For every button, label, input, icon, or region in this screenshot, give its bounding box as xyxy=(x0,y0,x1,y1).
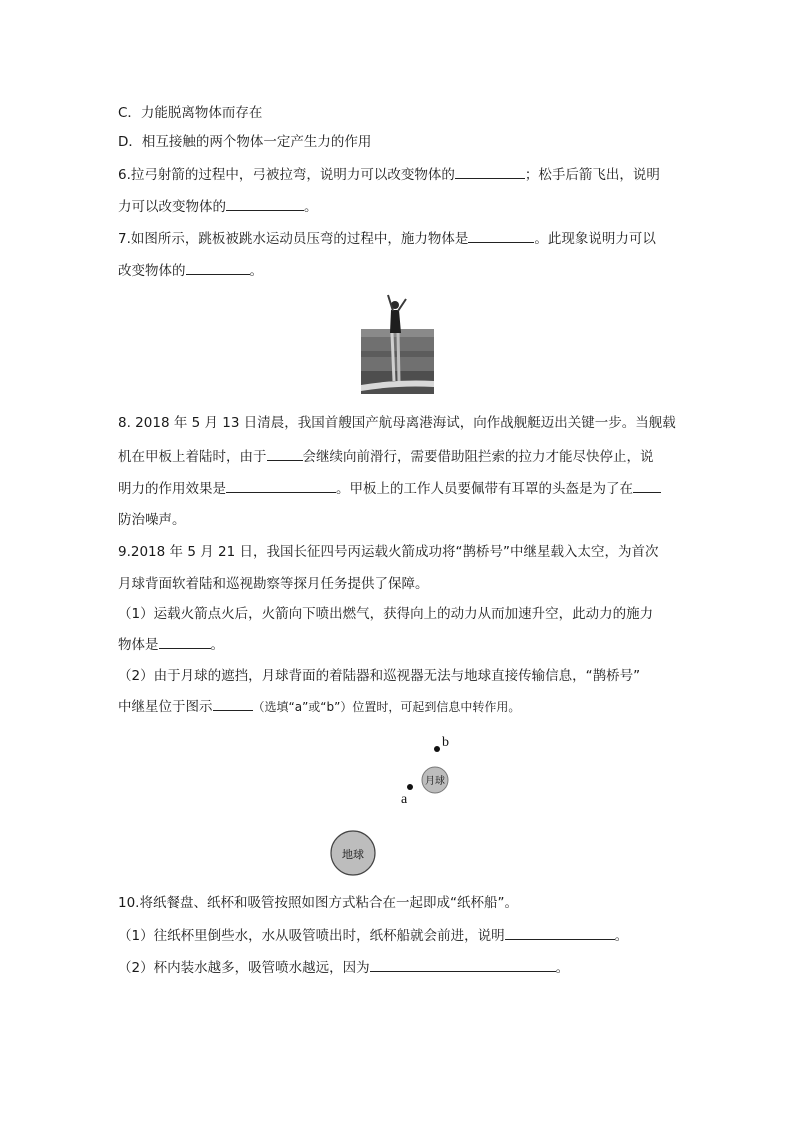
q9-part-2-line-1: （2）由于月球的遮挡，月球背面的着陆器和巡视器无法与地球直接传输信息，“鹊桥号” xyxy=(118,668,641,684)
q6-blank-2[interactable] xyxy=(226,196,304,211)
earth-moon-diagram xyxy=(320,728,480,888)
q10-line-1: 10.将纸餐盘、纸杯和吸管按照如图方式粘合在一起即成“纸杯船”。 xyxy=(118,895,518,911)
q8-line-1: 8. 2018 年 5 月 13 日清晨，我国首艘国产航母离港海试，向作战舰艇迈出关键一步。当舰载 xyxy=(118,415,676,431)
q10-part-1 xyxy=(118,925,628,946)
q6-text: ；松手后箭飞出，说明 xyxy=(524,167,660,183)
q7-text: 改变物体的 xyxy=(118,263,186,279)
q9-part-1-line-1: （1）运载火箭点火后，火箭向下喷出燃气，获得向上的动力从而加速升空，此动力的施力 xyxy=(118,606,654,622)
moon-label: 月球 xyxy=(425,776,445,787)
q8-blank-1[interactable] xyxy=(267,446,303,461)
q7-line-1 xyxy=(118,228,656,249)
q8-text: 明力的作用效果是 xyxy=(118,481,226,497)
q7-text: 7.如图所示，跳板被跳水运动员压弯的过程中，施力物体是 xyxy=(118,231,469,247)
q9-part-1-line-2 xyxy=(118,634,224,655)
q5-option-c: C．力能脱离物体而存在 xyxy=(118,105,263,121)
q6-text: 力可以改变物体的 xyxy=(118,199,226,215)
q6-line-1 xyxy=(118,164,660,185)
q8-text: 会继续向前滑行，需要借助阻拦索的拉力才能尽快停止，说 xyxy=(302,449,654,465)
q7-blank-1[interactable] xyxy=(468,228,534,243)
q8-line-3 xyxy=(118,478,661,499)
q7-text: 。 xyxy=(249,263,263,279)
earth-label: 地球 xyxy=(342,848,364,861)
q8-text: 机在甲板上着陆时，由于 xyxy=(118,449,267,465)
q10-text: 。 xyxy=(614,928,629,944)
label-b: b xyxy=(442,735,449,750)
q6-line-2 xyxy=(118,196,318,217)
q8-line-2 xyxy=(118,446,654,467)
q9-part-2-line-2 xyxy=(118,696,520,717)
q8-blank-3[interactable] xyxy=(633,478,661,493)
q9-text: （选填“a”或“b”）位置时，可起到信息中转作用。 xyxy=(252,700,521,714)
label-a: a xyxy=(401,792,408,807)
q7-blank-2[interactable] xyxy=(186,260,250,275)
q10-part-2 xyxy=(118,957,569,978)
q8-blank-2[interactable] xyxy=(226,478,336,493)
q10-text: （1）往纸杯里倒些水，水从吸管喷出时，纸杯船就会前进，说明 xyxy=(118,928,505,944)
q9-line-1: 9.2018 年 5 月 21 日，我国长征四号丙运载火箭成功将“鹊桥号”中继星载入太空，为首次 xyxy=(118,544,659,560)
q9-text: 物体是 xyxy=(118,637,159,653)
q8-line-4: 防治噪声。 xyxy=(118,512,186,528)
q5-option-d: D．相互接触的两个物体一定产生力的作用 xyxy=(118,134,372,150)
q10-text: （2）杯内装水越多，吸管喷水越远，因为 xyxy=(118,960,370,976)
diver-illustration xyxy=(361,293,434,394)
q9-blank-2[interactable] xyxy=(213,696,253,711)
q10-blank-1[interactable] xyxy=(505,925,615,940)
q6-text: 6.拉弓射箭的过程中，弓被拉弯，说明力可以改变物体的 xyxy=(118,167,455,183)
q9-text: 。 xyxy=(210,637,224,653)
q8-text: 。甲板上的工作人员要佩带有耳罩的头盔是为了在 xyxy=(336,481,633,497)
q7-text: 。此现象说明力可以 xyxy=(534,231,656,247)
q10-blank-2[interactable] xyxy=(370,957,556,972)
earth-moon-svg xyxy=(320,728,480,888)
q10-text: 。 xyxy=(555,960,570,976)
q6-blank-1[interactable] xyxy=(455,164,525,179)
q9-line-2: 月球背面软着陆和巡视勘察等探月任务提供了保障。 xyxy=(118,576,429,592)
q7-line-2 xyxy=(118,260,263,281)
q9-text: 中继星位于图示 xyxy=(118,699,213,715)
q6-text: 。 xyxy=(304,199,318,215)
q9-blank-1[interactable] xyxy=(159,634,211,649)
diver-photo xyxy=(361,293,434,394)
